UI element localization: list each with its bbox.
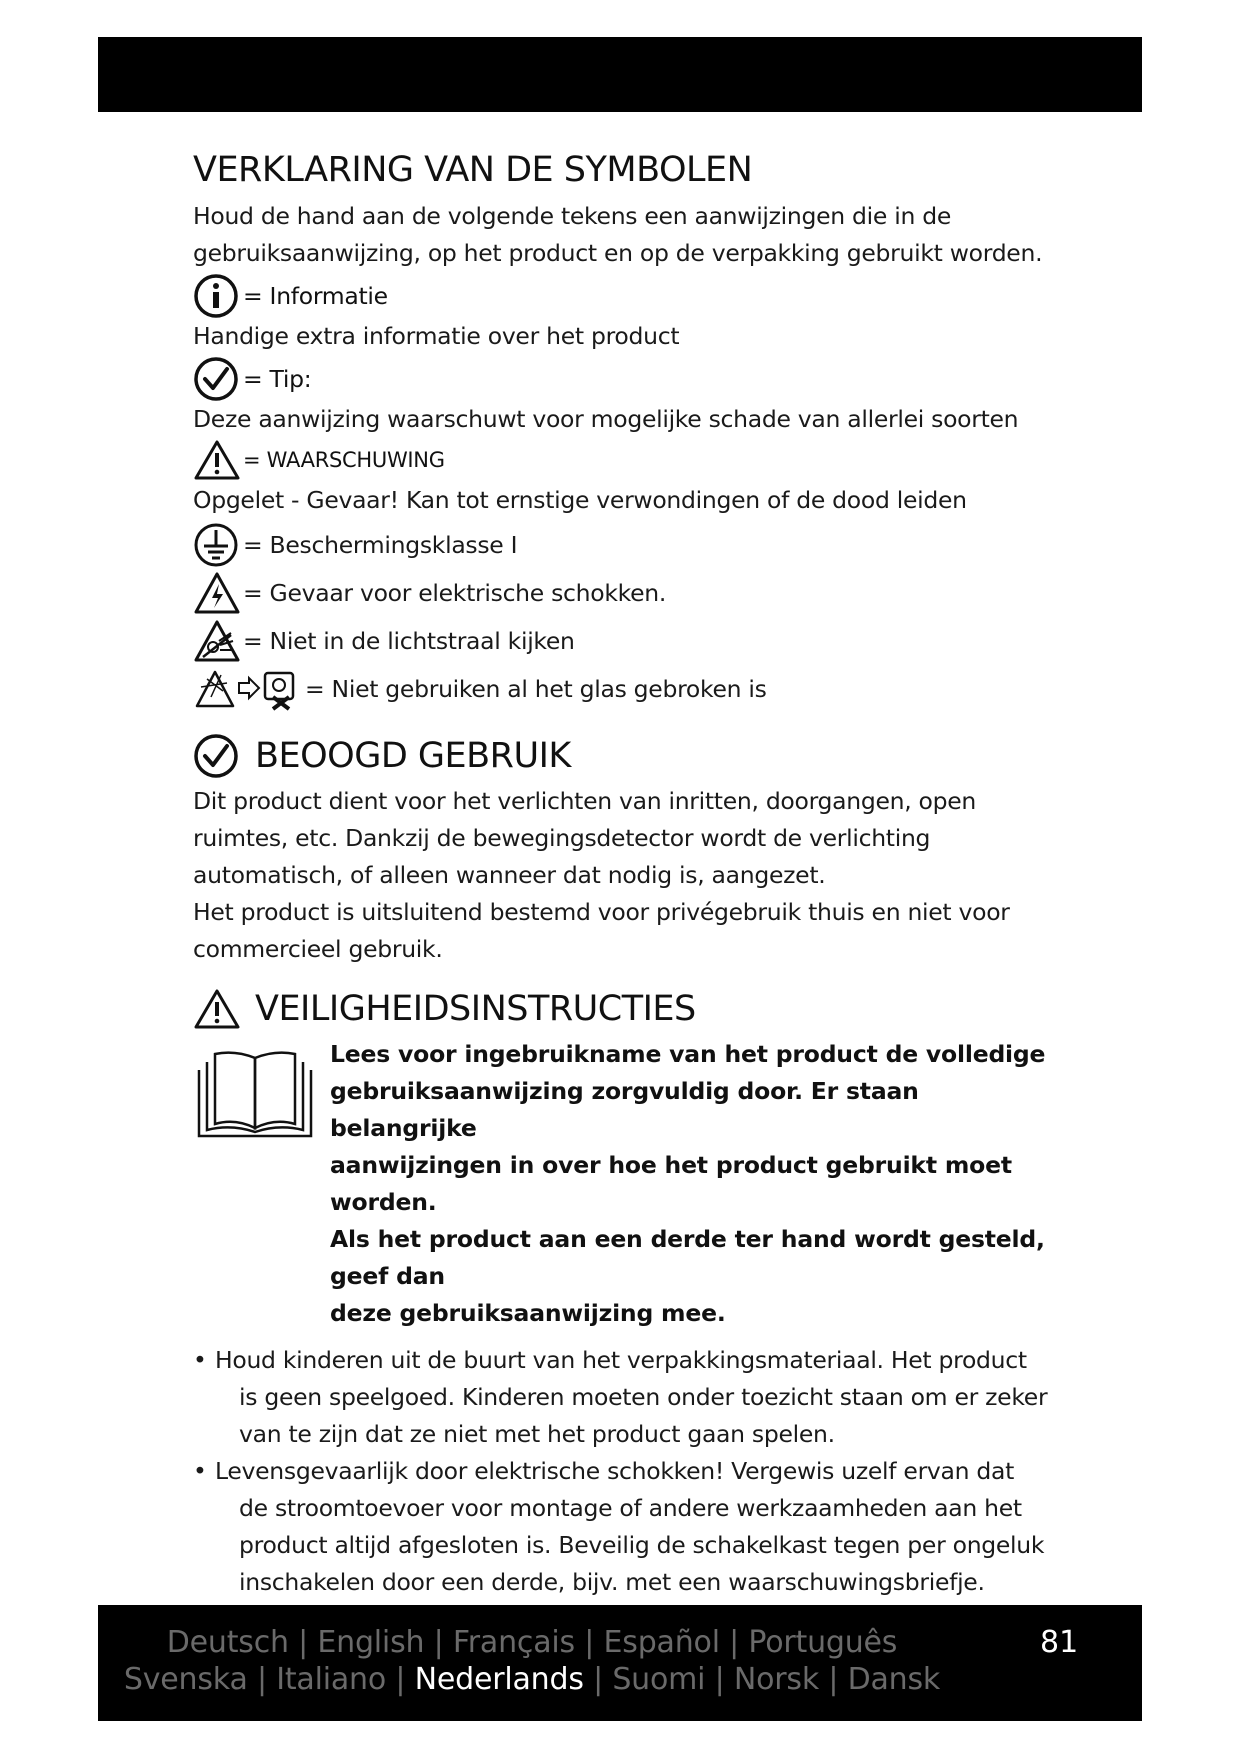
shock-label: = Gevaar voor elektrische schokken. [243, 579, 667, 607]
electric-shock-icon [193, 571, 241, 615]
symbol-row-glass [193, 667, 1073, 711]
checkmark-circle-icon [193, 731, 255, 781]
warning-triangle-icon [193, 984, 255, 1034]
safety-bullets [193, 1342, 1073, 1601]
broken-glass-icon [193, 667, 303, 711]
languages-after[interactable]: | Suomi | Norsk | Dansk [583, 1662, 941, 1697]
info-icon [193, 274, 241, 318]
bullet-marker: • [193, 1346, 207, 1374]
intended-use-line-4: Het product is uitsluitend bestemd voor privégebruik thuis en niet voor [193, 898, 1010, 926]
language-list-line-1[interactable]: Deutsch | English | Français | Español | Português [166, 1625, 898, 1660]
bullet-2-line-3: product altijd afgesloten is. Beveilig de schakelkast tegen per ongeluk [239, 1531, 1045, 1559]
read-manual-line-4: Als het product aan een derde ter hand wordt gesteld, geef dan [330, 1225, 1045, 1290]
bullet-1-line-1: Houd kinderen uit de buurt van het verpakkingsmateriaal. Het product [215, 1346, 1027, 1374]
warning-triangle-icon [193, 438, 241, 482]
protective-earth-icon [193, 523, 241, 567]
symbol-row-class1 [193, 523, 1073, 567]
open-book-icon [193, 1036, 330, 1332]
safety-heading [193, 984, 1073, 1034]
language-list-line-2 [98, 1662, 966, 1697]
page-number: 81 [1040, 1625, 1079, 1660]
list-item [193, 1453, 1073, 1601]
intended-use-title: BEOOGD GEBRUIK [255, 736, 571, 776]
list-item [193, 1342, 1073, 1453]
bullet-1-line-3: van te zijn dat ze niet met het product gaan spelen. [239, 1420, 835, 1448]
symbols-title: VERKLARING VAN DE SYMBOLEN [193, 150, 753, 190]
warning-description: Opgelet - Gevaar! Kan tot ernstige verwondingen of de dood leiden [193, 486, 967, 514]
bullet-1-line-2: is geen speelgoed. Kinderen moeten onder toezicht staan om er zeker [239, 1383, 1048, 1411]
symbols-intro-line-1: Houd de hand aan de volgende tekens een aanwijzingen die in de [193, 202, 951, 230]
read-manual-line-3: aanwijzingen in over hoe het product gebruikt moet worden. [330, 1151, 1012, 1216]
page-content [193, 150, 1073, 1601]
intended-use-heading [193, 731, 1073, 781]
tip-description: Deze aanwijzing waarschuwt voor mogelijke schade van allerlei soorten [193, 405, 1019, 433]
bullet-2-line-2: de stroomtoevoer voor montage of andere werkzaamheden aan het [239, 1494, 1022, 1522]
bullet-2-line-4: inschakelen door een derde, bijv. met een waarschuwingsbriefje. [239, 1568, 985, 1596]
intended-use-line-1: Dit product dient voor het verlichten van inritten, doorgangen, open [193, 787, 977, 815]
bullet-marker: • [193, 1457, 207, 1485]
symbol-row-shock [193, 571, 1073, 615]
bullet-2-line-1: Levensgevaarlijk door elektrische schokken! Vergewis uzelf ervan dat [215, 1457, 1015, 1485]
glass-label: = Niet gebruiken al het glas gebroken is [305, 675, 767, 703]
intended-use-line-2: ruimtes, etc. Dankzij de bewegingsdetector wordt de verlichting [193, 824, 931, 852]
read-manual-line-1: Lees voor ingebruikname van het product de volledige [330, 1040, 1046, 1068]
symbols-intro-line-2: gebruiksaanwijzing, op het product en op de verpakking gebruikt worden. [193, 239, 1043, 267]
symbol-row-beam [193, 619, 1073, 663]
beam-label: = Niet in de lichtstraal kijken [243, 627, 575, 655]
tip-label: = Tip: [243, 365, 312, 393]
warning-label: = WAARSCHUWING [243, 448, 445, 472]
symbol-row-info [193, 274, 1073, 318]
intended-use-line-5: commercieel gebruik. [193, 935, 443, 963]
languages-before[interactable]: Svenska | Italiano | [123, 1662, 415, 1697]
language-selector [98, 1605, 1142, 1721]
read-manual-block [193, 1036, 1073, 1332]
class1-label: = Beschermingsklasse I [243, 531, 518, 559]
language-active-nederlands[interactable]: Nederlands [414, 1662, 584, 1697]
safety-title: VEILIGHEIDSINSTRUCTIES [255, 989, 696, 1029]
read-manual-line-2: gebruiksaanwijzing zorgvuldig door. Er staan belangrijke [330, 1077, 919, 1142]
info-label: = Informatie [243, 282, 388, 310]
read-manual-line-5: deze gebruiksaanwijzing mee. [330, 1299, 726, 1327]
intended-use-line-3: automatisch, of alleen wanneer dat nodig is, aangezet. [193, 861, 826, 889]
info-description: Handige extra informatie over het product [193, 322, 680, 350]
symbol-row-warning [193, 438, 1073, 482]
header-bar [98, 37, 1142, 112]
do-not-look-into-beam-icon [193, 619, 241, 663]
symbol-row-tip [193, 357, 1073, 401]
checkmark-circle-icon [193, 357, 241, 401]
